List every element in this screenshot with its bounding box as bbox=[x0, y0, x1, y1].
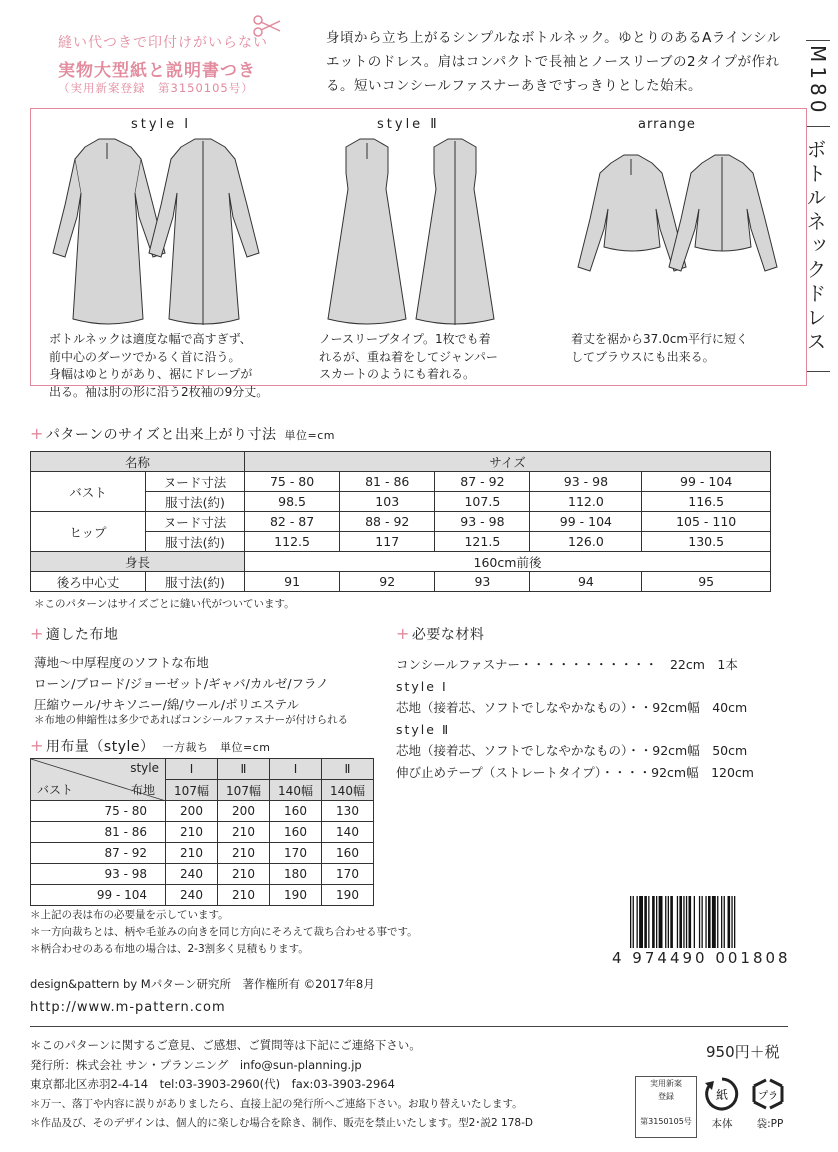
paper-recycle-mark: 紙 本体 bbox=[704, 1076, 740, 1131]
tagline-line2: 実物大型紙と説明書つき bbox=[58, 61, 256, 81]
pattern-code: M180 bbox=[806, 41, 830, 127]
tagline-line3: （実用新案登録 第3150105号） bbox=[58, 81, 254, 95]
barcode-bar bbox=[677, 896, 678, 948]
barcode-bar bbox=[659, 896, 663, 948]
style1-description: ボトルネックは適度な幅で高すぎず、 前中心のダーツでかるく首に沿う。 身幅はゆとりがあり、裾にドレープが 出る。袖は肘の形に沿う2枚袖の9分丈。 bbox=[49, 332, 269, 399]
amount-corner-cell: style バスト 布地 bbox=[31, 759, 166, 801]
plus-icon: + bbox=[396, 624, 410, 643]
size-note: ＊このパターンはサイズごとに縫い代がついています。 bbox=[34, 598, 295, 610]
barcode-bar bbox=[731, 896, 732, 948]
amount-notes: ＊上記の表は布の必要量を示しています。 ＊一方向裁ちとは、柄や毛並みの向きを同じ方向にそろえて裁ち合わせる事です。 ＊柄合わせのある布地の場合は、2-3割多く見積もります。 bbox=[30, 909, 418, 955]
table-row: 75 - 80 200 200 160 130 bbox=[31, 801, 374, 822]
barcode-number: 4 974490 001808 bbox=[612, 949, 791, 967]
fabric-heading: + 適した布地 bbox=[30, 624, 119, 643]
style2-description: ノースリーブタイプ。1枚でも着 れるが、重ね着をしてジャンパー スカートのようにも着れる。 bbox=[319, 332, 498, 381]
arrange-description: 着丈を裾から37.0cm平行に短く してブラウスにも出来る。 bbox=[571, 332, 749, 364]
paper-recycle-icon bbox=[704, 1076, 740, 1112]
size-table: 名称 サイズ バスト ヌード寸法 75 - 80 81 - 86 87 - 92 93 - 98 99 - 104 服寸法(約) 98.5 103 107.5 112.0 116.5 ヒップ ヌード寸法 82 - 87 88 - 92 93 - 98 99 - 104 105 - 110 服寸法(約) 112.5 117 121.5 126.0 130.5 身長 160cm前後 後ろ中心丈 服寸法(約) 91 92 93 94 95 bbox=[30, 451, 771, 592]
barcode-bar bbox=[712, 896, 716, 948]
design-credit: design&pattern by Mパターン研究所 著作権所有 ©2017年8月 bbox=[30, 977, 375, 991]
table-row: 81 - 86 210 210 160 140 bbox=[31, 822, 374, 843]
barcode-bar bbox=[633, 896, 634, 948]
materials-heading: + 必要な材料 bbox=[396, 624, 485, 643]
barcode-bar bbox=[686, 896, 687, 948]
svg-text:紙: 紙 bbox=[715, 1088, 729, 1102]
fabric-list: 薄地～中厚程度のソフトな布地 ローン/ブロード/ジョーゼット/ギャバ/カルゼ/フラノ 圧縮ウール/サキソニー/綿/ウール/ポリエステル bbox=[34, 655, 329, 712]
plus-icon: + bbox=[30, 624, 44, 643]
barcode-bar bbox=[724, 896, 725, 948]
barcode-bar bbox=[721, 896, 722, 948]
fabric-note: ＊布地の伸縮性は多少であればコンシールファスナーが付けられる bbox=[34, 714, 349, 726]
plastic-recycle-mark: プラ 袋:PP bbox=[750, 1076, 790, 1131]
table-row: 99 - 104 240 210 190 190 bbox=[31, 885, 374, 906]
barcode-bar bbox=[665, 896, 666, 948]
size-header-size: サイズ bbox=[245, 452, 771, 472]
barcode-bar bbox=[717, 896, 718, 948]
plus-icon: + bbox=[30, 424, 44, 443]
style2-illustration bbox=[316, 133, 516, 329]
plastic-recycle-icon bbox=[750, 1076, 786, 1112]
materials-list: コンシールファスナー・・・・・・・・・・・ 22cm 1本 style Ⅰ 芯地（接着芯、ソフトでしなやかなもの）・・92cm幅 40cm style Ⅱ 芯地（接着芯、ソフトでしなやかなもの）・・92cm幅 50cm 伸び止めテープ（ストレートタイプ）・・・・92cm幅 120cm bbox=[396, 657, 754, 780]
pattern-title: ボトルネックドレス bbox=[803, 139, 827, 356]
fabric-amount-table: style バスト 布地 Ⅰ Ⅱ Ⅰ Ⅱ 107幅 107幅 140幅 140幅 75 - 80 200 200 160 130 81 - 86 210 210 160 140 87 - 92 210 210 170 160 93 - 98 240 210 180 170 99 - 104 240 210 190 190 bbox=[30, 758, 374, 906]
style1-illustration bbox=[35, 133, 285, 329]
arrange-label: arrange bbox=[638, 117, 696, 132]
size-header-name: 名称 bbox=[31, 452, 245, 472]
barcode-bar bbox=[652, 896, 655, 948]
barcode-bar bbox=[644, 896, 647, 948]
amount-heading: + 用布量（style） 一方裁ち 単位=cm bbox=[30, 736, 271, 755]
publisher-info: ＊このパターンに関するご意見、ご感想、ご質問等は下記にご連絡下さい。 発行所：株式会社 サン・プランニング info@sun-planning.jp 東京都北区赤羽2-4-14 tel:03-3903-2960(代) fax:03-3903-2964 ＊万一、落丁や内容に誤りがありましたら、直接上記の発行所へご連絡下さい。お取り替えいたします。 ＊作品及び、そのデザインは、個人的に楽しむ場合を除き、制作、販売を禁止いたします。型2･説2 178-D bbox=[30, 1038, 533, 1129]
footer-divider bbox=[30, 1026, 788, 1027]
barcode-bar bbox=[705, 896, 706, 948]
style1-label: style Ⅰ bbox=[131, 117, 192, 132]
tagline-line1: 縫い代つきで印付けがいらない bbox=[58, 35, 268, 51]
barcode-bar bbox=[708, 896, 711, 948]
barcode-bar bbox=[630, 896, 631, 948]
barcode-bar bbox=[639, 896, 643, 948]
arrange-illustration bbox=[556, 149, 801, 289]
barcode-bar bbox=[679, 896, 682, 948]
style2-label: style Ⅱ bbox=[377, 117, 440, 132]
barcode-bar bbox=[656, 896, 657, 948]
barcode-bar bbox=[668, 896, 669, 948]
website-url: http://www.m-pattern.com bbox=[30, 1000, 226, 1015]
barcode-bar bbox=[699, 896, 700, 948]
patent-box: 実用新案 登録 第3150105号 bbox=[635, 1076, 697, 1138]
price: 950円＋税 bbox=[706, 1043, 780, 1061]
side-title-bar bbox=[803, 40, 830, 372]
barcode-bar bbox=[683, 896, 684, 948]
barcode-bar bbox=[648, 896, 649, 948]
barcode-bar bbox=[670, 896, 673, 948]
plus-icon: + bbox=[30, 736, 44, 755]
barcode-bar bbox=[689, 896, 692, 948]
barcode-bar bbox=[694, 896, 695, 948]
barcode-bar bbox=[728, 896, 731, 948]
table-row: 93 - 98 240 210 180 170 bbox=[31, 864, 374, 885]
table-row: 87 - 92 210 210 170 160 bbox=[31, 843, 374, 864]
barcode-bar bbox=[637, 896, 638, 948]
style-illustration-box bbox=[30, 108, 807, 399]
svg-text:プラ: プラ bbox=[758, 1091, 778, 1102]
barcode-bar bbox=[702, 896, 703, 948]
barcode-bar bbox=[734, 896, 735, 948]
intro-text: 身頃から立ち上がるシンプルなボトルネック。ゆとりのあるAラインシルエットのドレス。肩はコンパクトで長袖とノースリーブの2タイプが作れる。短いコンシールファスナーあきですっきりとした始末。 bbox=[326, 30, 781, 94]
size-section-heading: + パターンのサイズと出来上がり寸法 単位=cm bbox=[30, 424, 335, 443]
